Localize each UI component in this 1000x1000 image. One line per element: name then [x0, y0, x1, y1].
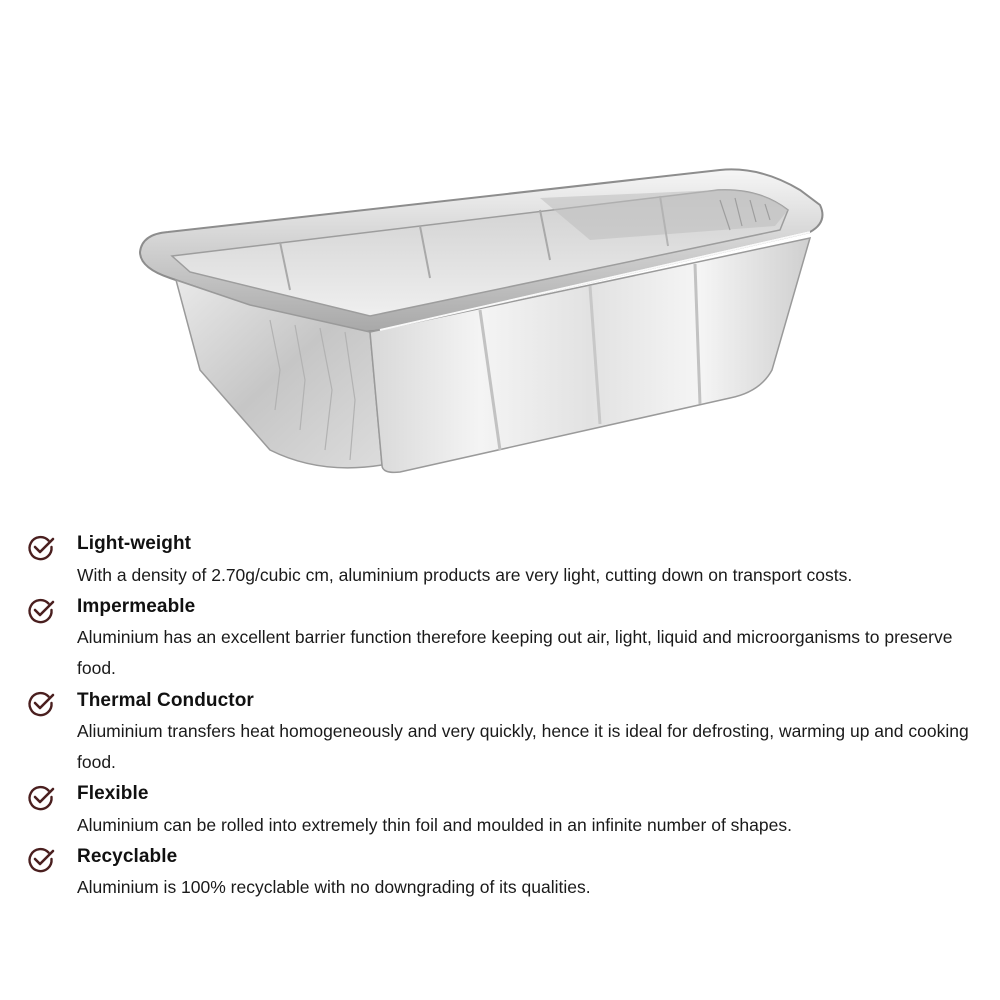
- feature-title: Light-weight: [77, 533, 192, 554]
- feature-title: Impermeable: [77, 596, 196, 617]
- check-circle-icon: [26, 783, 56, 813]
- feature-description: Aluminium has an excellent barrier function therefore keeping out air, light, liquid and microorganisms to preserve food.: [77, 627, 953, 678]
- feature-title: Flexible: [77, 783, 149, 804]
- feature-description: With a density of 2.70g/cubic cm, aluminium products are very light, cutting down on transport costs.: [77, 565, 853, 585]
- check-circle-icon: [26, 533, 56, 563]
- check-circle-icon: [26, 845, 56, 875]
- feature-description: Aluminium is 100% recyclable with no downgrading of its qualities.: [77, 877, 591, 897]
- check-circle-icon: [26, 689, 56, 719]
- check-circle-icon: [26, 596, 56, 626]
- feature-title: Thermal Conductor: [77, 690, 254, 711]
- feature-title: Recyclable: [77, 846, 178, 867]
- feature-description: Aluminium can be rolled into extremely thin foil and moulded in an infinite number of shapes.: [77, 815, 792, 835]
- feature-description: Aliuminium transfers heat homogeneously and very quickly, hence it is ideal for defrosting, warming up and cooking food.: [77, 721, 969, 772]
